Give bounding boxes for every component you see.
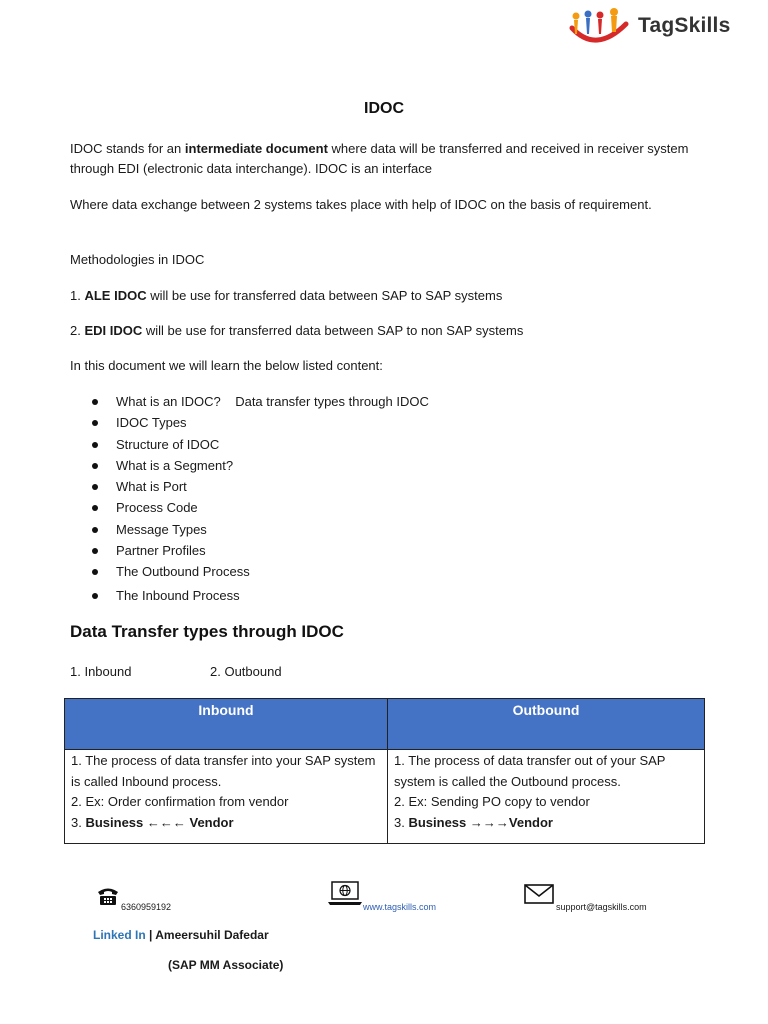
edi-idoc-line [70, 321, 523, 341]
list-item [92, 435, 429, 456]
ale-rest: will be use for transferred data between SAP to SAP systems [146, 288, 503, 303]
author-role: (SAP MM Associate) [168, 958, 284, 972]
list-item-label: What is a Segment? [116, 457, 234, 473]
bullet-icon [92, 505, 98, 511]
outbound-flow: Business →→→Vendor [408, 814, 553, 830]
table-row [65, 750, 705, 844]
outbound-cell [388, 750, 705, 844]
brand-name: TagSkills [638, 14, 731, 37]
header-outbound: Outbound [388, 699, 705, 750]
outbound-line-3-prefix: 3. [394, 814, 409, 830]
intro-text-1: IDOC stands for an [70, 141, 185, 156]
table-header-row [65, 699, 705, 750]
methodologies-heading: Methodologies in IDOC [70, 252, 205, 267]
outbound-line-1: 1. The process of data transfer out of your SAP system is called the Outbound process. [394, 753, 666, 789]
intro-paragraph [70, 139, 710, 179]
list-item [92, 477, 429, 498]
list-item [92, 520, 429, 541]
list-item [92, 456, 429, 477]
edi-rest: will be use for transferred data between SAP to non SAP systems [142, 323, 524, 338]
bullet-icon [92, 442, 98, 448]
list-item [92, 541, 429, 562]
outbound-line-3 [394, 813, 698, 834]
bullet-icon [92, 399, 98, 405]
document-title: IDOC [364, 100, 404, 117]
list-item-label: What is Port [116, 479, 187, 495]
content-intro: In this document we will learn the below listed content: [70, 358, 383, 373]
bullet-icon [92, 484, 98, 490]
list-item [92, 413, 429, 434]
section-heading: Data Transfer types through IDOC [70, 622, 344, 641]
list-item-label: Message Types [116, 521, 207, 537]
inbound-cell [65, 750, 388, 844]
separator: | [145, 928, 156, 942]
content-list [92, 392, 429, 607]
list-item [92, 498, 429, 519]
bullet-icon [92, 420, 98, 426]
list-item-label: Process Code [116, 500, 198, 516]
intro-text-2: where data will be transferred and received in receiver system through EDI (electronic data interchange). IDOC is an interface [70, 141, 689, 176]
ale-prefix: 1. [70, 288, 85, 303]
bullet-icon [92, 463, 98, 469]
list-item-label: Partner Profiles [116, 543, 206, 559]
exchange-paragraph: Where data exchange between 2 systems takes place with help of IDOC on the basis of requirement. [70, 197, 652, 212]
bullet-icon [92, 569, 98, 575]
list-item-label: Structure of IDOC [116, 436, 220, 452]
phone-icon [96, 886, 120, 906]
inbound-flow: Business ←←← Vendor [85, 814, 234, 830]
phone-number: 6360959192 [121, 902, 172, 912]
inbound-line-2: 2. Ex: Order confirmation from vendor [71, 794, 289, 809]
bullet-icon [92, 593, 98, 599]
list-item [92, 586, 429, 607]
mail-icon [524, 884, 554, 904]
ale-bold: ALE IDOC [84, 288, 147, 303]
header-inbound: Inbound [65, 699, 388, 750]
intro-bold: intermediate document [184, 141, 328, 156]
list-item-label: IDOC Types [116, 415, 187, 431]
edi-bold: EDI IDOC [84, 323, 143, 338]
outbound-line-2: 2. Ex: Sending PO copy to vendor [394, 794, 590, 809]
linkedin-link[interactable]: Linked In [93, 928, 146, 942]
inbound-line-3 [71, 813, 381, 834]
inbound-line-1: 1. The process of data transfer into your SAP system is called Inbound process. [71, 753, 376, 789]
website-link[interactable]: www.tagskills.com [363, 902, 437, 912]
transfer-types-table [64, 698, 705, 844]
list-item [92, 562, 429, 583]
inbound-line-3-prefix: 3. [71, 814, 86, 830]
laptop-globe-icon[interactable] [327, 880, 363, 906]
type-inbound: 1. Inbound [70, 664, 132, 679]
author-name: Ameersuhil Dafedar [155, 928, 269, 942]
list-item [92, 392, 429, 413]
email-address[interactable]: support@tagskills.com [556, 902, 647, 912]
ale-idoc-line [70, 286, 502, 306]
bullet-icon [92, 527, 98, 533]
edi-prefix: 2. [70, 323, 85, 338]
bullet-icon [92, 548, 98, 554]
list-item-label: What is an IDOC? Data transfer types through IDOC [116, 394, 429, 409]
linkedin-line [93, 928, 269, 942]
list-item-label: The Inbound Process [116, 587, 240, 603]
list-item-label: The Outbound Process [116, 564, 250, 580]
type-outbound: 2. Outbound [210, 664, 282, 679]
